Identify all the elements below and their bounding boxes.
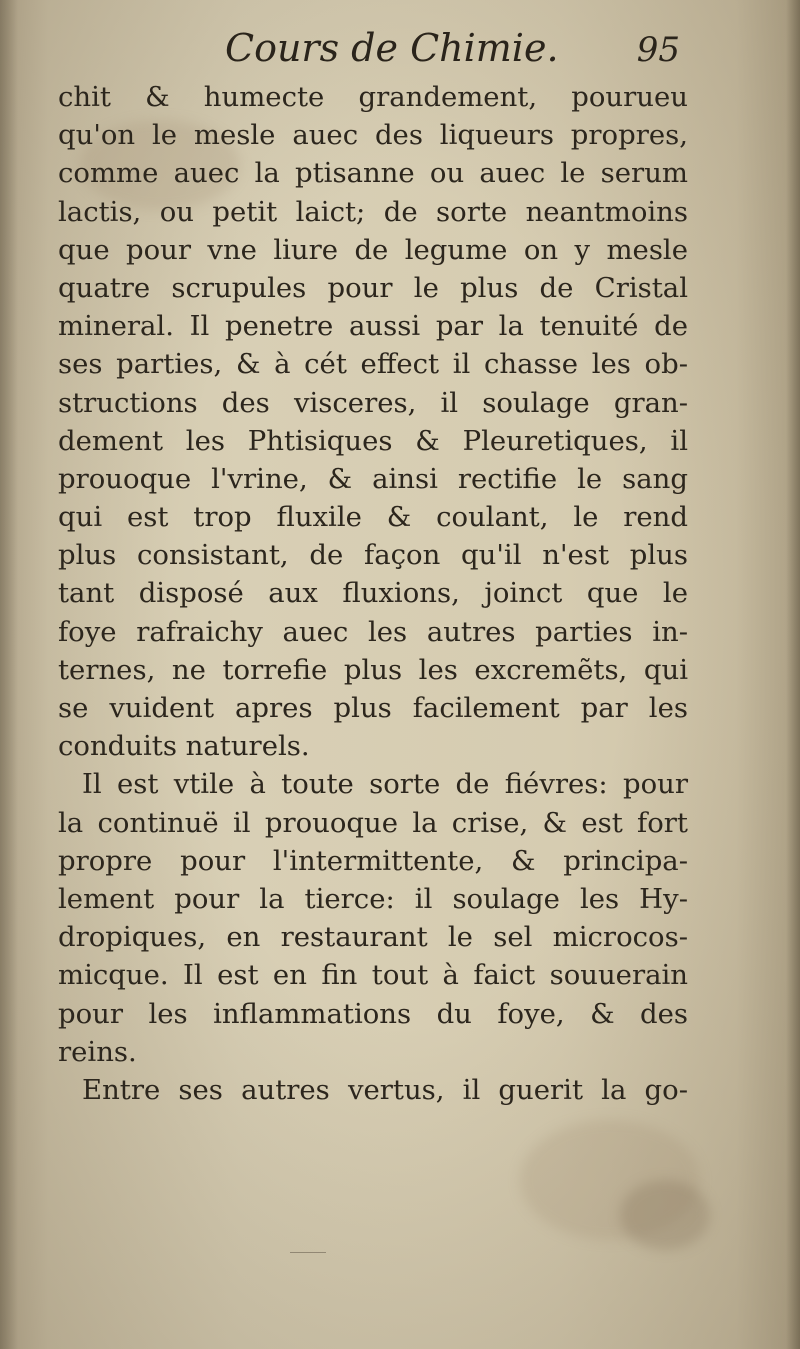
text-line: chit & humecte grandement, pourueu [58,81,688,113]
text-line: Il est vtile à toute sorte de fiévres: pour [82,768,688,801]
text-line: plus consistant, de façon qu'il n'est plus [58,539,688,572]
text-line: foye rafraichy auec les autres parties in- [58,615,688,648]
page-header [60,22,680,78]
paragraph-end-line: reins. [58,1035,137,1068]
text-line: quatre scrupules pour le plus de Cristal [58,271,688,304]
paper-stain [620,1180,710,1250]
text-line: lement pour la tierce: il soulage les Hy- [58,882,688,915]
text-line: prouoque l'vrine, & ainsi rectifie le sang [58,462,688,495]
page-number: 95 [636,30,680,70]
running-title: Cours de Chimie. [225,26,559,70]
text-line: ses parties, & à cét effect il chasse les ob- [58,348,688,381]
text-line: comme auec la ptisanne ou auec le serum [58,157,688,190]
bottom-mark [290,1252,326,1253]
body-text [58,78,688,1109]
text-line: tant disposé aux fluxions, joinct que le [58,577,688,610]
text-line: qui est trop fluxile & coulant, le rend [58,501,688,534]
page-left-shadow [0,0,18,1349]
page-right-shadow [786,0,800,1349]
text-line: mineral. Il penetre aussi par la tenuité de [58,310,688,343]
text-line: que pour vne liure de legume on y mesle [58,233,688,266]
text-line: pour les inflammations du foye, & des [58,997,688,1030]
text-line: micque. Il est en fin tout à faict souuerain [58,959,688,992]
text-line: se vuident apres plus facilement par les [58,692,688,724]
text-line: dement les Phtisiques & Pleuretiques, il [58,424,688,457]
text-line: la continuë il prouoque la crise, & est fort [58,806,688,839]
text-line: structions des visceres, il soulage gran- [58,386,688,419]
text-line: propre pour l'intermittente, & principa- [58,844,688,877]
text-line: lactis, ou petit laict; de sorte neantmoins [58,195,688,228]
text-line: qu'on le mesle auec des liqueurs propres, [58,119,688,152]
text-line: Entre ses autres vertus, il guerit la go- [82,1073,688,1106]
text-line: ternes, ne torrefie plus les excremẽts, qui [58,653,688,686]
text-line: dropiques, en restaurant le sel microcos- [58,921,688,954]
paragraph-end-line: conduits naturels. [58,730,310,763]
